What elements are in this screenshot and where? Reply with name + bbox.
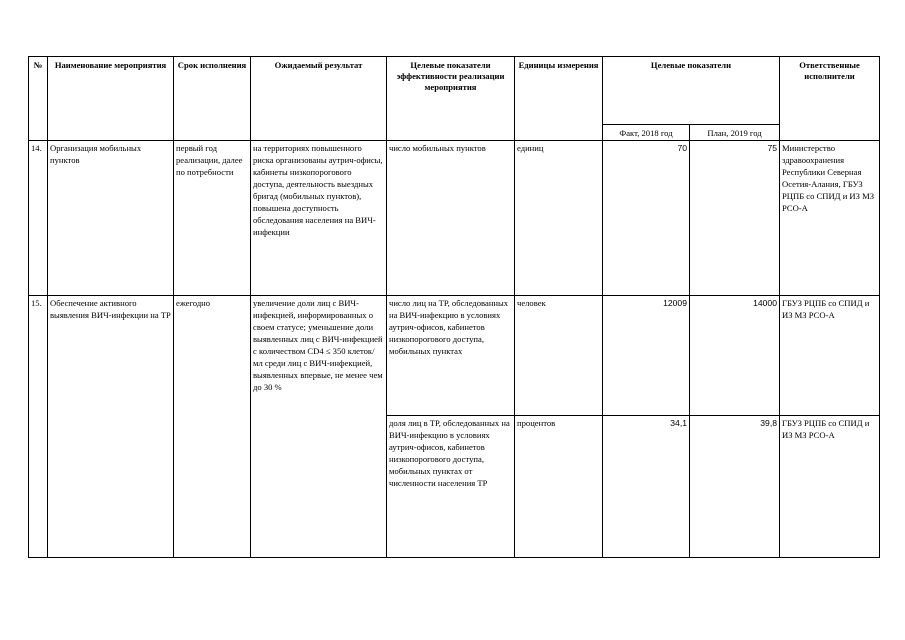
plan-value: 75 xyxy=(690,141,780,296)
header-fact-2018: Факт, 2018 год xyxy=(603,125,690,141)
responsible: Министерство здравоохранения Республики Северная Осетия-Алания, ГБУЗ РЦПБ со СПИД и ИЗ МЗ РСО-А xyxy=(780,141,880,296)
header-responsible: Ответственные исполнители xyxy=(780,57,880,141)
header-term: Срок исполнения xyxy=(174,57,251,141)
row-number: 14. xyxy=(29,141,48,296)
term: первый год реализации, далее по потребности xyxy=(174,141,251,296)
header-efficiency-indicators: Целевые показатели эффективности реализации мероприятия xyxy=(387,57,515,141)
unit: человек xyxy=(515,296,603,416)
header-row xyxy=(29,57,880,125)
expected-result: на территориях повышенного риска организованы аутрич-офисы, кабинеты низкопорогового доступа, деятельность выездных бригад (мобильных пунктов), повышена доступность обследования населения на ВИЧ-инфекции xyxy=(251,141,387,296)
header-target-indicators: Целевые показатели xyxy=(603,57,780,125)
header-units: Единицы измерения xyxy=(515,57,603,141)
header-expected-result: Ожидаемый результат xyxy=(251,57,387,141)
plan-value: 39,8 xyxy=(690,416,780,558)
table-row-15 xyxy=(29,296,880,416)
expected-result: увеличение доли лиц с ВИЧ-инфекцией, информированных о своем статусе; уменьшение доли выявленных лиц с ВИЧ-инфекцией с количеством CD4 ≤ 350 клеток/мл среди лиц с ВИЧ-инфекцией, выявленных впервые, не менее чем до 30 % xyxy=(251,296,387,558)
measures-table xyxy=(28,56,880,558)
fact-value: 12009 xyxy=(603,296,690,416)
measure-name: Обеспечение активного выявления ВИЧ-инфекции на ТР xyxy=(48,296,174,558)
fact-value: 70 xyxy=(603,141,690,296)
responsible: ГБУЗ РЦПБ со СПИД и ИЗ МЗ РСО-А xyxy=(780,296,880,416)
table-row-14 xyxy=(29,141,880,296)
header-number: № xyxy=(29,57,48,141)
unit: единиц xyxy=(515,141,603,296)
plan-value: 14000 xyxy=(690,296,780,416)
term: ежегодно xyxy=(174,296,251,558)
responsible: ГБУЗ РЦПБ со СПИД и ИЗ МЗ РСО-А xyxy=(780,416,880,558)
unit: процентов xyxy=(515,416,603,558)
indicator: число лиц на ТР, обследованных на ВИЧ-инфекцию в условиях аутрич-офисов, кабинетов низкопорогового доступа, мобильных пунктах xyxy=(387,296,515,416)
indicator: число мобильных пунктов xyxy=(387,141,515,296)
fact-value: 34,1 xyxy=(603,416,690,558)
measure-name: Организация мобильных пунктов xyxy=(48,141,174,296)
row-number: 15. xyxy=(29,296,48,558)
header-plan-2019: План, 2019 год xyxy=(690,125,780,141)
header-measure-name: Наименование мероприятия xyxy=(48,57,174,141)
indicator: доля лиц в ТР, обследованных на ВИЧ-инфекцию в условиях аутрич-офисов, кабинетов низкопорогового доступа, мобильных пунктах от численности населения ТР xyxy=(387,416,515,558)
